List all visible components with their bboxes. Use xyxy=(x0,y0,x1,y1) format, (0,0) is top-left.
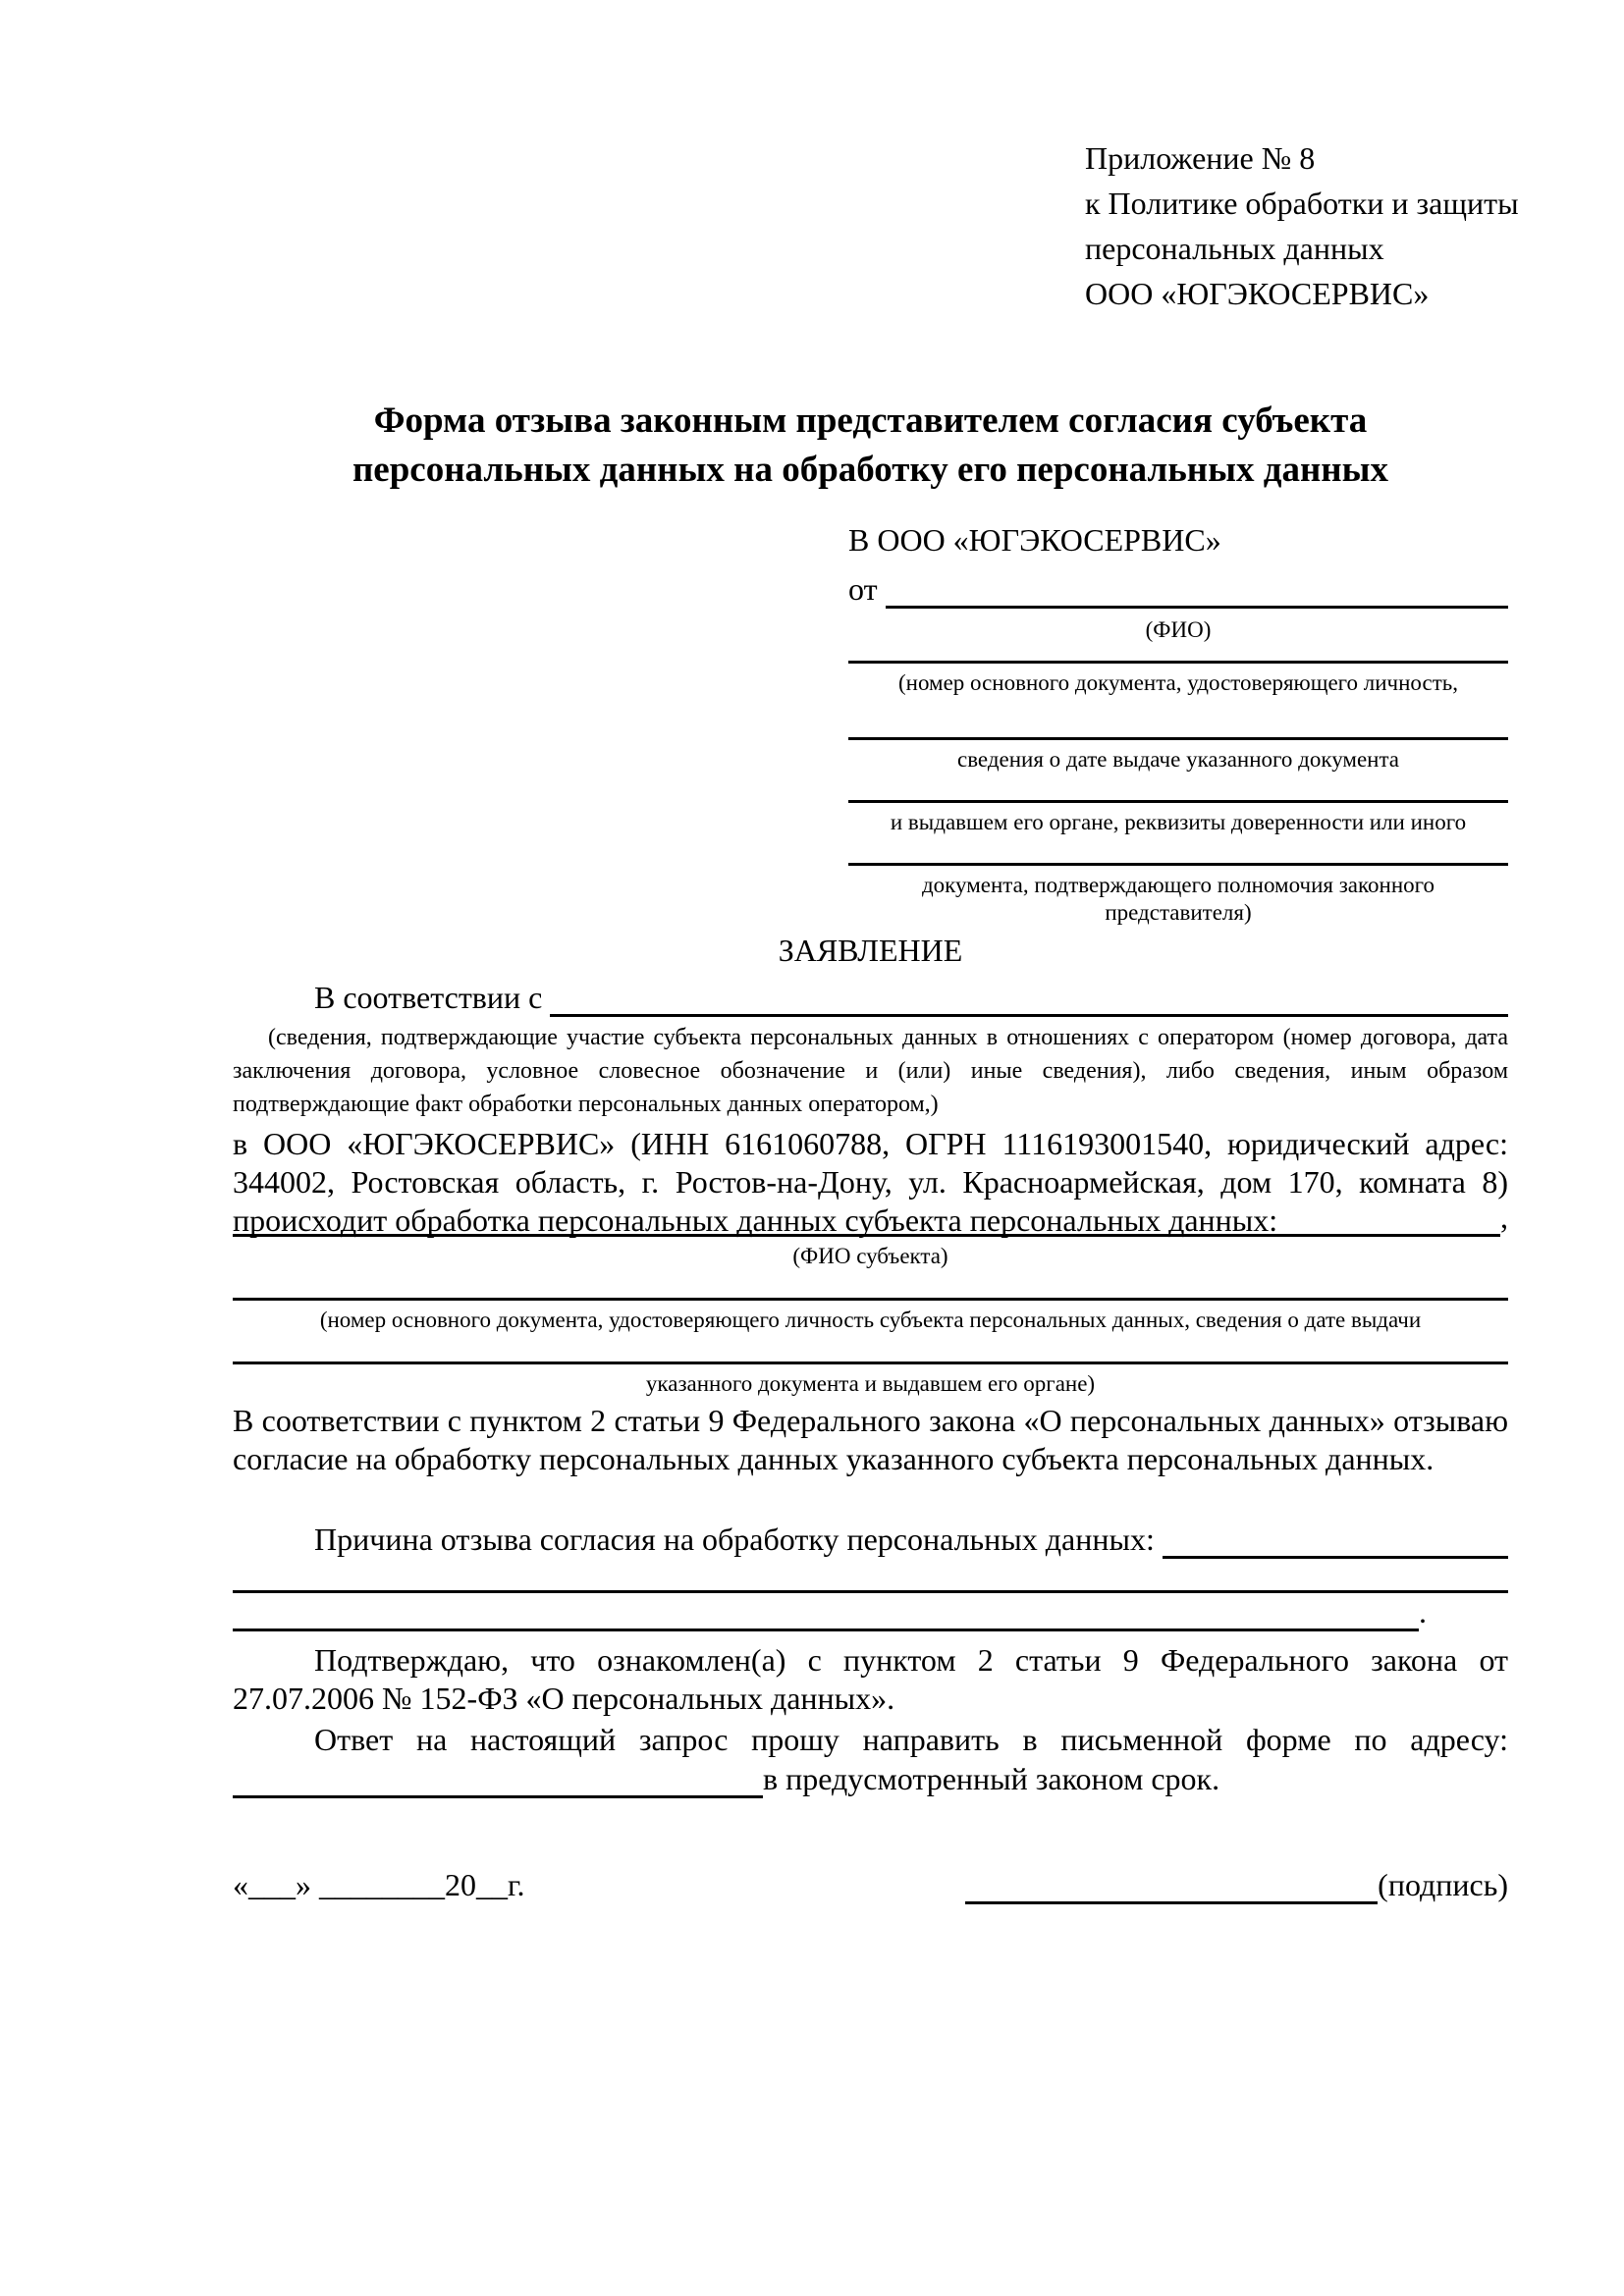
subject-line-suffix: , xyxy=(1500,1200,1508,1235)
withdrawal-paragraph: В соответствии с пунктом 2 статьи 9 Федерального закона «О персональных данных» отзываю согласие на обработку персональных данных указанного субъекта персональных данных. xyxy=(233,1403,1508,1476)
blank-caption: документа, подтверждающего полномочия законного представителя) xyxy=(921,873,1435,925)
reason-row xyxy=(233,1520,1508,1559)
reason-blank-line xyxy=(1163,1556,1508,1559)
from-blank-line xyxy=(886,606,1508,609)
blank-caption: и выдавшем его органе, реквизиты доверенности или иного xyxy=(890,810,1467,834)
annex-header-line: Приложение № 8 xyxy=(1085,140,1316,176)
intro-prefix: В соответствии с xyxy=(314,980,543,1015)
reason-end-row xyxy=(233,1592,1508,1631)
from-row xyxy=(848,569,1508,609)
blank-line-document-number xyxy=(848,661,1508,664)
operator-paragraph: в ООО «ЮГЭКОСЕРВИС» (ИНН 6161060788, ОГРН 1116193001540, юридический адрес: 344002, Ростовская область, г. Ростов-на-Дону, ул. Красноармейская, дом 170, комната 8) происходит обработка персональных данных субъекта персональных данных: xyxy=(233,1126,1508,1238)
from-label-gap xyxy=(878,569,886,609)
fio-caption: (ФИО) xyxy=(1145,617,1212,642)
intro-blank-line xyxy=(550,1014,1508,1017)
blank-line-issuing-authority xyxy=(848,800,1508,803)
intro-row xyxy=(233,978,1508,1017)
blank-line-representative-authority xyxy=(848,863,1508,866)
date-line: «___» ________20__г. xyxy=(233,1867,525,1902)
blank-line-period: . xyxy=(1419,1594,1427,1629)
annex-header-line: персональных данных xyxy=(1085,231,1384,266)
blank-line-issue-date xyxy=(848,737,1508,740)
blank-caption: (номер основного документа, удостоверяющего личность, xyxy=(897,670,1458,695)
blank-line-reply-address xyxy=(233,1795,763,1798)
subject-caption: (ФИО субъекта) xyxy=(792,1244,948,1268)
annex-header-line: ООО «ЮГЭКОСЕРВИС» xyxy=(1085,276,1430,311)
from-label: от xyxy=(848,571,878,607)
blank-line-subject-authority xyxy=(233,1362,1508,1364)
subject-caption: указанного документа и выдавшем его органе) xyxy=(645,1371,1096,1396)
annex-header xyxy=(1085,135,1519,316)
blank-caption: сведения о дате выдаче указанного документа xyxy=(956,747,1400,772)
signature-blank-line xyxy=(965,1901,1378,1904)
blank-line-reason-end xyxy=(233,1629,1419,1631)
confirm-paragraph: Подтверждаю, что ознакомлен(а) с пунктом 2 статьи 9 Федерального закона от 27.07.2006 № 152-ФЗ «О персональных данных». xyxy=(233,1642,1508,1716)
subject-fio-row xyxy=(233,1198,1508,1237)
annex-header-line: к Политике обработки и защиты xyxy=(1085,186,1519,221)
blank-line-subject-fio xyxy=(233,1234,1500,1237)
reason-prefix: Причина отзыва согласия на обработку персональных данных: xyxy=(314,1522,1155,1557)
document-title xyxy=(233,397,1508,495)
document-title-line: персональных данных на обработку его персональных данных xyxy=(352,450,1388,490)
reply-suffix: в предусмотренный законом срок. xyxy=(763,1761,1220,1796)
reason-gap xyxy=(1155,1520,1163,1559)
document-title-line: Форма отзыва законным представителем согласия субъекта xyxy=(373,400,1368,441)
intro-gap xyxy=(542,978,550,1017)
reply-line: Ответ на настоящий запрос прошу направить в письменной форме по адресу: xyxy=(314,1722,1508,1757)
statement-heading: ЗАЯВЛЕНИЕ xyxy=(778,933,963,968)
blank-line-subject-document xyxy=(233,1298,1508,1301)
reply-address-row xyxy=(233,1759,1508,1798)
footer-row xyxy=(233,1865,1508,1904)
intro-caption: (сведения, подтверждающие участие субъекта персональных данных в отношениях с оператором (номер договора, дата заключения договора, условное словесное обозначение и (или) иные сведения), либо сведения, иным образом подтверждающие факт обработки персональных данных оператором,) xyxy=(233,1025,1508,1117)
addressee-organization: В ООО «ЮГЭКОСЕРВИС» xyxy=(848,522,1221,558)
signature-caption: (подпись) xyxy=(1378,1867,1508,1902)
subject-caption: (номер основного документа, удостоверяющего личность субъекта персональных данных, сведения о дате выдачи xyxy=(319,1308,1422,1332)
